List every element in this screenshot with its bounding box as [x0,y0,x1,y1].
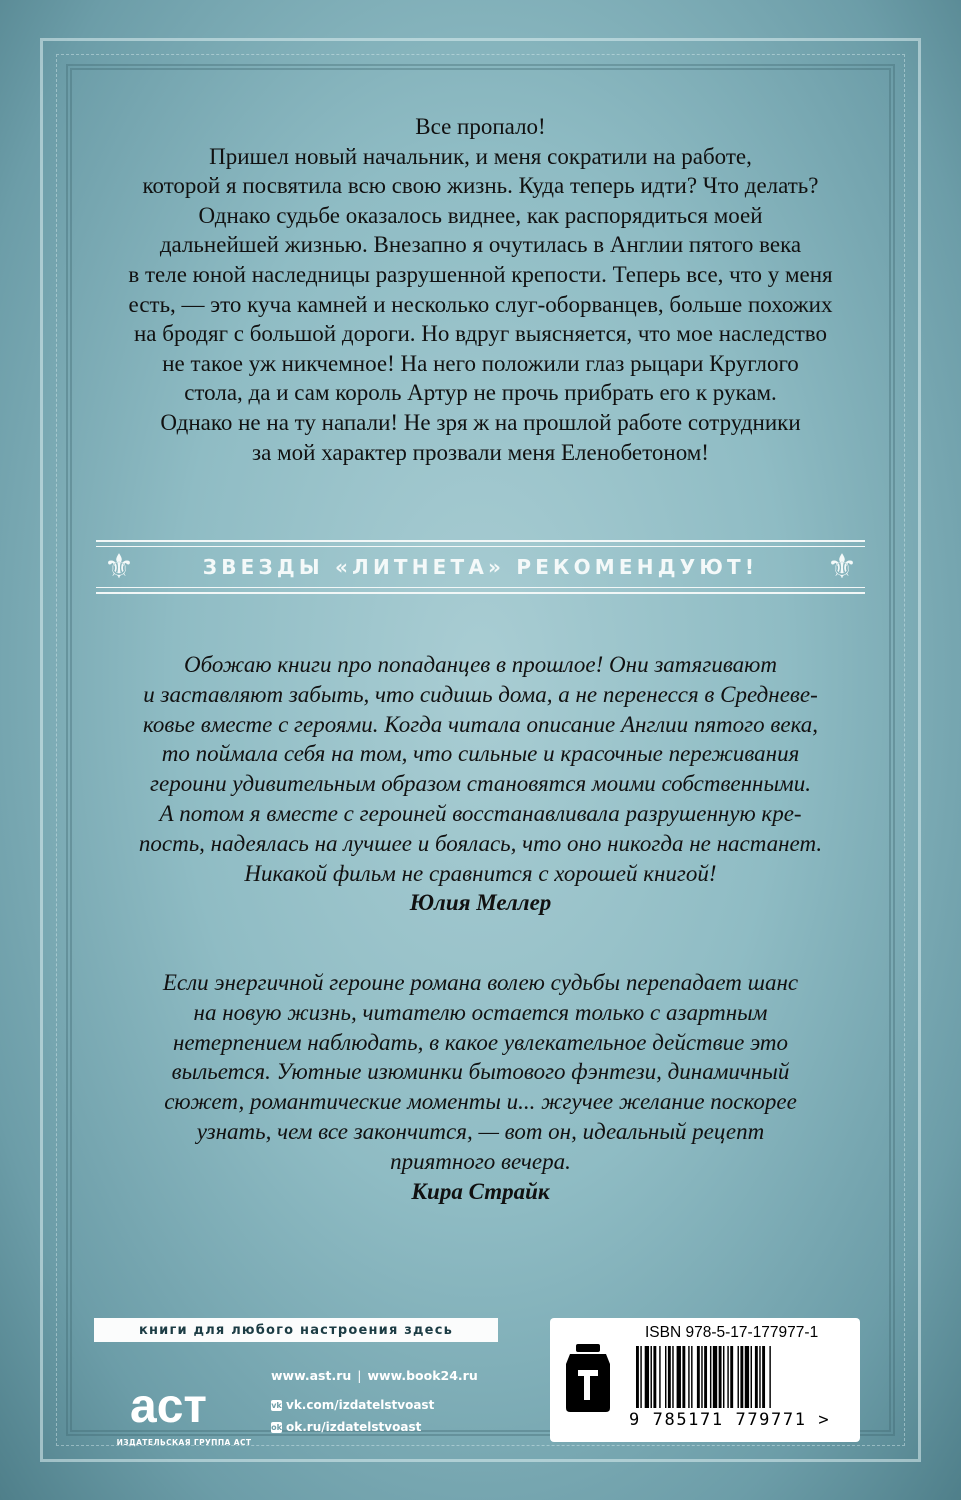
barcode-bar [704,1346,707,1408]
blurb-line: Все пропало! [415,114,546,139]
jar-icon [560,1342,616,1414]
review-quote [120,650,841,918]
blurb-line: за мой характер прозвали меня Еленобетоном! [252,439,709,465]
blurb-line: Однако судьбе оказалось виднее, как распорядиться моей [198,202,763,228]
barcode-bar [738,1346,739,1408]
barcode-bar [759,1346,760,1408]
barcode-bar [713,1346,717,1408]
barcode-bar [755,1346,758,1408]
fleur-de-lis-icon: ⚜ [103,547,135,587]
blurb-line: есть, — это куча камней и несколько слуг-оборванцев, больше похожих [128,291,833,317]
vk-link-row[interactable] [271,1394,478,1416]
link-separator: | [357,1367,362,1383]
review-line: Обожаю книги про попаданцев в прошлое! Они затягивают [183,652,778,677]
review-line: приятного вечера. [390,1148,571,1174]
barcode-bar [710,1346,711,1408]
review-line: героини удивительным образом становятся моими собственными. [150,771,811,797]
ast-logo-caption: ИЗДАТЕЛЬСКАЯ ГРУППА АСТ [116,1438,252,1447]
barcode-bar [745,1346,749,1408]
barcode-bar [659,1346,660,1408]
website-link-ast[interactable]: www.ast.ru [271,1367,352,1383]
review-line: сюжет, романтические моменты и... жгучее желание поскорее [164,1089,797,1115]
ok-icon: ok [271,1422,282,1432]
barcode-bar [665,1346,666,1408]
vk-link[interactable]: vk.com/izdatelstvoast [286,1398,435,1412]
recommendation-banner [96,540,865,594]
barcode-bar [636,1346,639,1408]
review-line: то поймала себя на том, что сильные и красочные переживания [161,741,800,767]
blurb-line: дальнейшей жизнью. Внезапно я очутилась в Англии пятого века [159,232,802,258]
fleur-de-lis-icon: ⚜ [826,547,858,587]
publisher-links [271,1364,478,1438]
blurb-line: Однако не на ту напали! Не зря ж на прошлой работе сотрудники [160,409,801,435]
barcode-bar [730,1346,733,1408]
barcode-bar [727,1346,728,1408]
ok-link[interactable]: ok.ru/izdatelstvoast [286,1420,422,1434]
blurb-line: на бродяг с большой дороги. Но вдруг выясняется, что мое наследство [134,321,827,347]
barcode-bar [697,1346,700,1408]
review-line: А потом я вместе с героиней восстанавливала разрушенную кре- [159,800,802,826]
review-line: узнать, чем все закончится, — вот он, идеальный рецепт [196,1118,765,1144]
blurb-line: не такое уж никчемное! На него положили глаз рыцари Круглого [162,350,799,376]
review-line: нетерпением наблюдать, в какое увлекательное действие это [172,1029,789,1055]
ok-link-row[interactable] [271,1416,478,1438]
barcode-bar [691,1346,692,1408]
barcode-bar [682,1346,685,1408]
barcode-bar [701,1346,702,1408]
blurb-line: стола, да и сам король Артур не прочь прибрать его к рукам. [184,380,777,406]
website-link-book24[interactable]: www.book24.ru [367,1367,478,1383]
isbn-barcode-box [550,1318,860,1442]
review-line: выльется. Уютные изюминки бытового фэнтези, динамичный [171,1059,790,1085]
review-author: Кира Страйк [411,1178,550,1204]
barcode-bar [723,1346,724,1408]
barcode-bar [688,1346,689,1408]
barcode-bar [651,1346,652,1408]
barcode-bar [751,1346,752,1408]
blurb-line: которой я посвятила всю свою жизнь. Куда теперь идти? Что делать? [142,173,819,199]
barcode [634,1346,824,1408]
review-line: на новую жизнь, читателю остается только с азартным [193,999,768,1025]
blurb-line: Пришел новый начальник, и меня сократили на работе, [209,143,752,169]
barcode-bar [645,1346,649,1408]
barcode-bar [672,1346,673,1408]
book-blurb [95,112,866,467]
banner-title: ЗВЕЗДЫ «ЛИТНЕТА» РЕКОМЕНДУЮТ! [202,555,759,579]
website-links [271,1364,478,1386]
review-line: Никакой фильм не сравнится с хорошей книгой! [244,860,717,886]
barcode-bar [762,1346,765,1408]
barcode-bar [740,1346,743,1408]
review-author: Юлия Меллер [409,890,552,916]
barcode-bar [677,1346,681,1408]
barcode-bar [668,1346,671,1408]
review-line: и заставляют забыть, что сидишь дома, а не перенесся в Средневе- [143,681,818,707]
barcode-bar [719,1346,722,1408]
barcode-bar [653,1346,656,1408]
barcode-bar [640,1346,641,1408]
review-line: пость, надеялась на лучшее и боялась, что оно никогда не настанет. [138,830,823,856]
ast-logo [124,1360,254,1438]
isbn-number: ISBN 978-5-17-177977-1 [645,1324,819,1341]
barcode-bar [769,1346,770,1408]
ast-logo-text: аст [130,1380,207,1433]
review-quote [120,968,841,1206]
review-line: Если энергичной героине романа волею судьбы перепадает шанс [162,970,799,995]
barcode-digits: 9 785171 779771 > [629,1410,831,1430]
blurb-line: в теле юной наследницы разрушенной крепости. Теперь все, что у меня [128,261,833,287]
publisher-tagline: книги для любого настроения здесь [94,1318,498,1342]
review-line: ковье вместе с героями. Когда читала описание Англии пятого века, [142,711,819,737]
vk-icon: vk [271,1400,282,1410]
